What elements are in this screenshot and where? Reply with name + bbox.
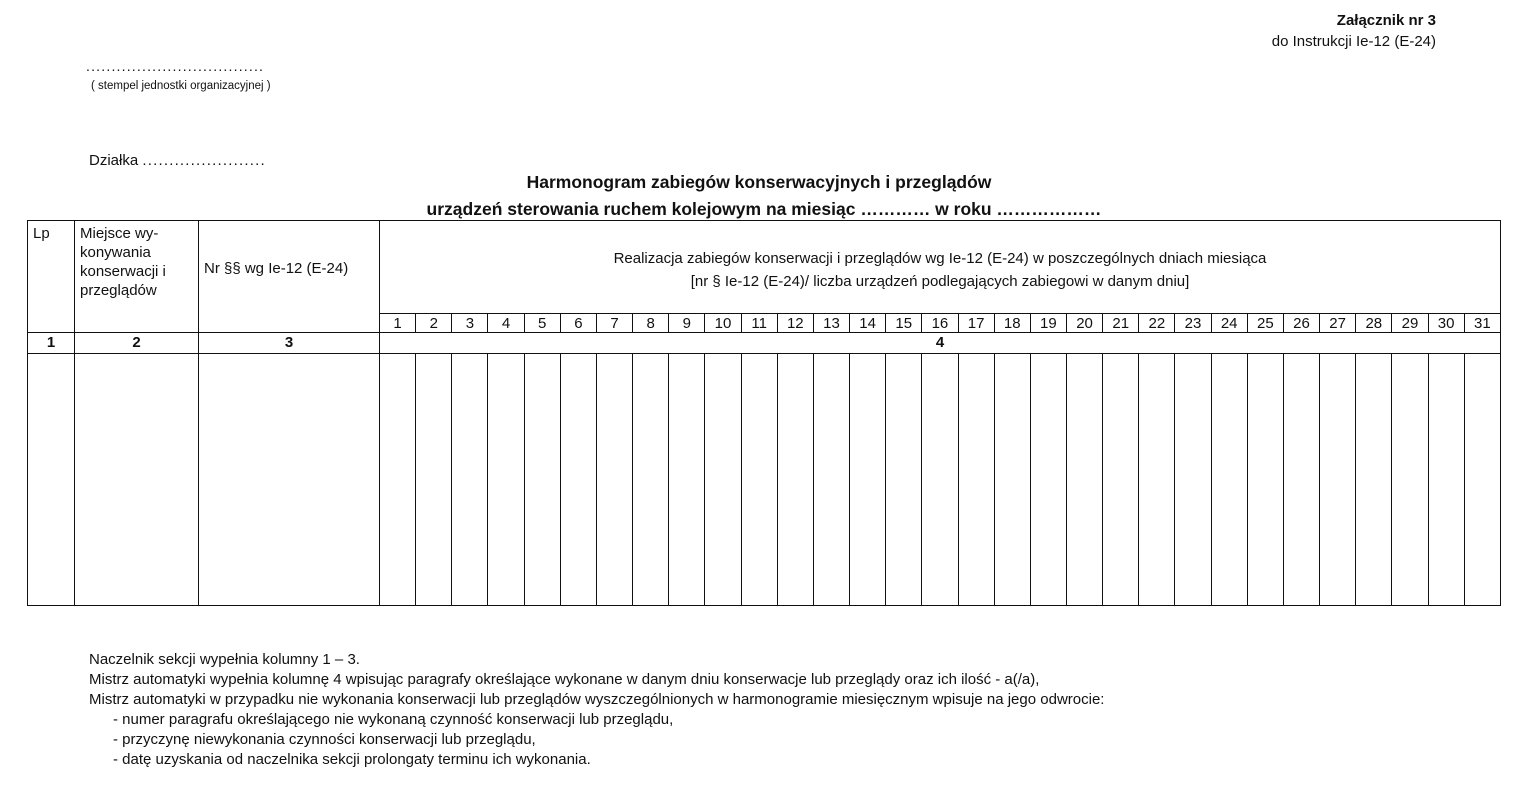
entry-cell-day-12[interactable]: [777, 354, 813, 606]
day-header-20: 20: [1066, 314, 1102, 333]
day-header-9: 9: [669, 314, 705, 333]
entry-cell-day-2[interactable]: [416, 354, 452, 606]
day-header-29: 29: [1392, 314, 1428, 333]
entry-cell-day-24[interactable]: [1211, 354, 1247, 606]
day-header-13: 13: [813, 314, 849, 333]
entry-cell-day-29[interactable]: [1392, 354, 1428, 606]
day-header-22: 22: [1139, 314, 1175, 333]
schedule-table: [27, 220, 1501, 606]
day-header-16: 16: [922, 314, 958, 333]
entry-cell-place[interactable]: [75, 354, 199, 606]
day-header-27: 27: [1320, 314, 1356, 333]
column-number: 4: [380, 333, 1501, 354]
day-header-21: 21: [1103, 314, 1139, 333]
note-line: Mistrz automatyki w przypadku nie wykonania konserwacji lub przeglądów wyszczególnionych w harmonogramie miesięcznym wpisuje na jego odwrocie:: [89, 691, 1105, 708]
stamp-caption: ( stempel jednostki organizacyjnej ): [91, 80, 271, 92]
entry-cell-day-30[interactable]: [1428, 354, 1464, 606]
day-header-12: 12: [777, 314, 813, 333]
day-header-2: 2: [416, 314, 452, 333]
entry-cell-day-21[interactable]: [1103, 354, 1139, 606]
entry-cell-day-25[interactable]: [1247, 354, 1283, 606]
plot-dots: .......................: [142, 152, 266, 169]
entry-cell-day-28[interactable]: [1356, 354, 1392, 606]
day-header-7: 7: [596, 314, 632, 333]
entry-cell-day-10[interactable]: [705, 354, 741, 606]
attachment-title: Załącznik nr 3: [1336, 12, 1436, 29]
entry-cell-day-15[interactable]: [886, 354, 922, 606]
day-header-8: 8: [633, 314, 669, 333]
day-header-4: 4: [488, 314, 524, 333]
header-realization: [380, 221, 1501, 314]
stamp-placeholder-dots: ...................................: [86, 58, 265, 74]
entry-cell-day-23[interactable]: [1175, 354, 1211, 606]
entry-cell-day-5[interactable]: [524, 354, 560, 606]
header-paragraph-number-text: Nr §§ wg Ie-12 (E-24): [204, 260, 349, 277]
column-number: 2: [75, 333, 199, 354]
entry-row: [28, 354, 1501, 606]
day-header-23: 23: [1175, 314, 1211, 333]
entry-cell-day-22[interactable]: [1139, 354, 1175, 606]
entry-cell-paragraph[interactable]: [199, 354, 380, 606]
column-number: 1: [28, 333, 75, 354]
header-realization-line1: Realizacja zabiegów konserwacji i przeglądów wg Ie-12 (E-24) w poszczególnych dniach miesiąca: [613, 250, 1267, 267]
header-paragraph-number: [199, 221, 380, 333]
day-header-5: 5: [524, 314, 560, 333]
entry-cell-day-3[interactable]: [452, 354, 488, 606]
header-row: [28, 221, 1501, 314]
day-header-25: 25: [1247, 314, 1283, 333]
entry-cell-day-1[interactable]: [380, 354, 416, 606]
day-header-14: 14: [850, 314, 886, 333]
document-title-line2: urządzeń sterowania ruchem kolejowym na miesiąc ………… w roku ………………: [426, 199, 1102, 219]
entry-cell-day-20[interactable]: [1066, 354, 1102, 606]
note-bullet: - datę uzyskania od naczelnika sekcji prolongaty terminu ich wykonania.: [113, 751, 591, 768]
entry-cell-day-26[interactable]: [1283, 354, 1319, 606]
day-header-15: 15: [886, 314, 922, 333]
entry-cell-day-27[interactable]: [1320, 354, 1356, 606]
entry-cell-lp[interactable]: [28, 354, 75, 606]
day-header-24: 24: [1211, 314, 1247, 333]
day-header-30: 30: [1428, 314, 1464, 333]
day-header-31: 31: [1464, 314, 1500, 333]
column-numbers-row: [28, 333, 1501, 354]
notes-block: [89, 650, 1104, 770]
document-title-line1: Harmonogram zabiegów konserwacyjnych i przeglądów: [526, 172, 992, 192]
note-bullet: - przyczynę niewykonania czynności konserwacji lub przeglądu,: [113, 731, 536, 748]
day-header-6: 6: [560, 314, 596, 333]
entry-cell-day-9[interactable]: [669, 354, 705, 606]
day-header-28: 28: [1356, 314, 1392, 333]
note-line: Naczelnik sekcji wypełnia kolumny 1 – 3.: [89, 651, 360, 668]
entry-cell-day-18[interactable]: [994, 354, 1030, 606]
entry-cell-day-8[interactable]: [633, 354, 669, 606]
instruction-reference: do Instrukcji Ie-12 (E-24): [1271, 33, 1436, 50]
plot-label: Działka: [89, 152, 139, 169]
entry-cell-day-11[interactable]: [741, 354, 777, 606]
plot-field: [89, 152, 266, 169]
header-place: Miejsce wy-konywania konserwacji i przeglądów: [75, 221, 199, 333]
day-header-26: 26: [1283, 314, 1319, 333]
entry-cell-day-4[interactable]: [488, 354, 524, 606]
entry-cell-day-31[interactable]: [1464, 354, 1500, 606]
day-header-19: 19: [1030, 314, 1066, 333]
entry-cell-day-16[interactable]: [922, 354, 958, 606]
note-bullet: - numer paragrafu określającego nie wykonaną czynność konserwacji lub przeglądu,: [113, 711, 674, 728]
entry-cell-day-14[interactable]: [850, 354, 886, 606]
entry-cell-day-7[interactable]: [596, 354, 632, 606]
header-realization-line2: [nr § Ie-12 (E-24)/ liczba urządzeń podlegających zabiegowi w danym dniu]: [690, 273, 1190, 290]
day-header-11: 11: [741, 314, 777, 333]
entry-cell-day-13[interactable]: [813, 354, 849, 606]
day-header-3: 3: [452, 314, 488, 333]
entry-cell-day-17[interactable]: [958, 354, 994, 606]
day-header-1: 1: [380, 314, 416, 333]
note-line: Mistrz automatyki wypełnia kolumnę 4 wpisując paragrafy określające wykonane w danym dniu konserwacje lub przeglądy oraz ich ilość - a(/a),: [89, 671, 1040, 688]
entry-cell-day-6[interactable]: [560, 354, 596, 606]
day-header-18: 18: [994, 314, 1030, 333]
day-header-10: 10: [705, 314, 741, 333]
entry-cell-day-19[interactable]: [1030, 354, 1066, 606]
column-number: 3: [199, 333, 380, 354]
header-lp: Lp: [28, 221, 75, 333]
day-header-17: 17: [958, 314, 994, 333]
